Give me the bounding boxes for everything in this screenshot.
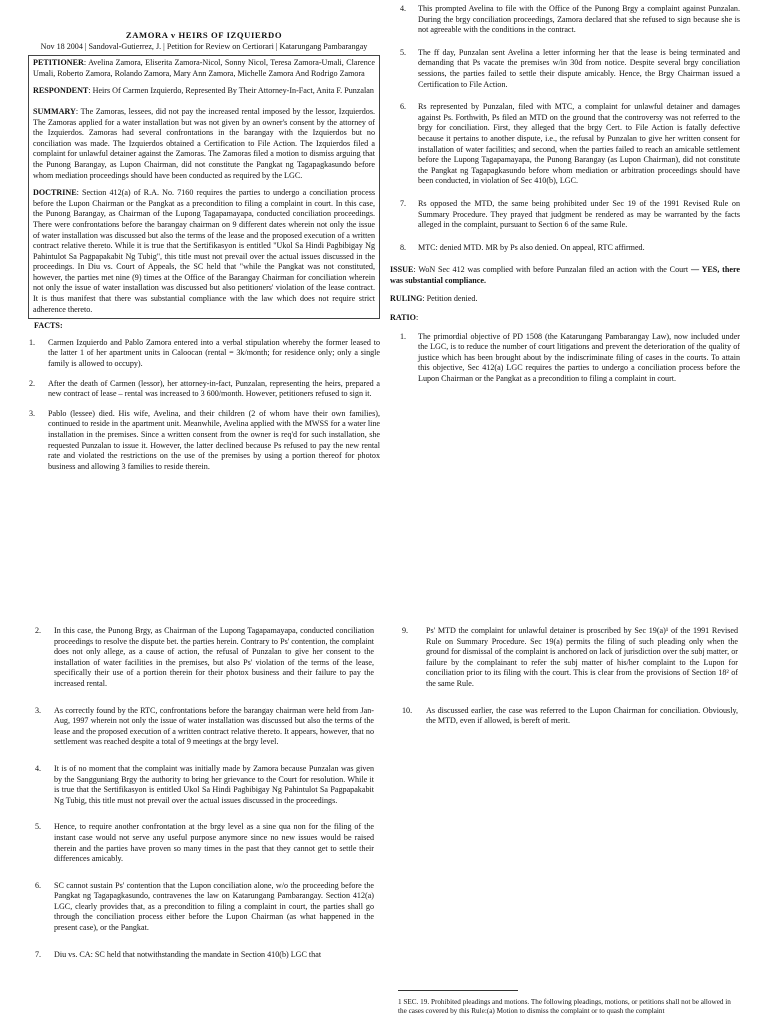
ruling-line: [390, 294, 740, 305]
list-item: 2. After the death of Carmen (lessor), her attorney-in-fact, Punzalan, representing the heirs, prepared a new contract of lease – rental was increased to 3 600/month. However, petitioners refused to sign it.: [29, 378, 380, 399]
list-item: 6. SC cannot sustain Ps' contention that the Lupon conciliation alone, w/o the proceeding before the Pangkat ng Tagapagkasundo, contravenes the law on Katarungang Pambarangay. Section 412(a) LGC, clearly provides that, as a precondition to filing a complaint in court, the parties shall go through the conciliation process either before the Lupon Chairman (as what happened in the present case), or the Pangkat.: [35, 880, 374, 933]
list-item: 4. This prompted Avelina to file with the Office of the Punong Brgy a complaint against Punzalan. During the brgy conciliation proceedings, Zamora declared that she refused to sign because she is not agreeable with the conditions in the contract.: [400, 4, 740, 35]
footnote: 1 SEC. 19. Prohibited pleadings and motions. The following pleadings, motions, or petitions shall not be allowed in the cases covered by this Rule:(a) Motion to dismiss the complaint or to quash the complaint: [398, 998, 731, 1015]
list-item: 7. Rs opposed the MTD, the same being prohibited under Sec 19 of the 1991 Revised Rule on Summary Procedure. They prayed that judgment be rendered as may be warranted by the facts alleged in the complaint, pursuant to Section 6 of the same Rule.: [400, 198, 740, 230]
list-item: 3. Pablo (lessee) died. His wife, Avelina, and their children (2 of whom have their own families), continued to reside in the apartment unit. Meanwhile, Avelina applied with the MWSS for a water line installation in the premises. Since a written consent from the owner is req'd for such installation, she requested Punzalan to issue it. However, the latter declined because Ps refused to pay the new rental rate and violated the restrictions on the use of the premises by using a portion thereof for photox business and allowing 3 families to reside therein.: [29, 408, 380, 471]
petitioner-paragraph: [33, 58, 375, 79]
ratio-heading: RATIO:: [390, 313, 419, 323]
case-subtitle: Nov 18 2004 | Sandoval-Gutierrez, J. | Petition for Review on Certiorari | Katarungang Pambarangay: [40, 41, 368, 51]
case-summary-box: [28, 55, 380, 319]
ratio-list-left: [34, 626, 374, 960]
footnote-divider: [398, 990, 518, 991]
issue-line: [390, 265, 740, 286]
case-title: ZAMORA v HEIRS OF IZQUIERDO: [125, 30, 283, 40]
list-item: 1. Carmen Izquierdo and Pablo Zamora entered into a verbal stipulation whereby the former leased to the latter 1 of her apartment units in Caloocan (rental = 3k/month; for residence only; only a single family is allowed to occupy).: [29, 337, 380, 369]
top-left-column: [28, 4, 380, 481]
doctrine-label: DOCTRINE: [33, 188, 77, 198]
list-item: 9. Ps' MTD the complaint for unlawful detainer is proscribed by Sec 19(a)¹ of the 1991 Revised Rule on Summary Procedure. Sec 19(a) permits the filing of such pleading only when the ground for dismissal of the complaint is anchored on lack of jurisdiction over the subj matter, or failure by the complainant to refer the subj matter of his/her complaint to the Lupon for conciliation prior to its filing with the court. This is clear from the provisions of Section 18² of the same Rule.: [402, 626, 738, 688]
doctrine-text: : Section 412(a) of R.A. No. 7160 requires the parties to undergo a conciliation process before the Lupon Chairman or the Pangkat as a precondition to filing a complaint in court. In this case, the Punong Barangay, as Chairman of the Lupong Tagapamayapa, conducted conciliation proceedings. There were confrontations before the barangay chairman on 9 different dates wherein not only the issue of water installation was discussed but also the terms of the lease and the proposed execution of a written contract relative thereto. While it is true that the Sertifikasyon is entitled "Ukol Sa Hindi Pagbibigay Ng Pahintulot Sa Pagpapakabit Ng Tubig", this title must not prevail over the actual issues discussed in the proceedings. In Diu vs. Court of Appeals, the SC held that "while the Pangkat was not constituted, however, the parties met nine (9) times at the Office of the Barangay Chairman for conciliation wherein not only the issue of water installation was discussed but also petitioners' violation of the lease contract. It is thus manifest that there was substantial compliance with the law which does not require strict adherence thereto.: [33, 188, 375, 314]
list-item: 3. As correctly found by the RTC, confrontations before the barangay chairman were held from Jan-Aug, 1997 wherein not only the issue of water installation was discussed but also the terms of the lease and the proposed execution of a written contract relative thereto. It appears, however, that no settlement was reached despite a total of 9 meetings at the brgy level.: [35, 705, 374, 747]
list-item: 5. Hence, to require another confrontation at the brgy level as a sine qua non for the filing of the instant case would not serve any useful purpose anymore since no new issues would be raised therein and the parties have proven so many times in the past that they cannot get to settle their differences amicably.: [35, 822, 374, 864]
issue-label: ISSUE: [390, 265, 414, 275]
list-item: 7. Diu vs. CA: SC held that notwithstanding the mandate in Section 410(b) LGC that: [35, 949, 322, 959]
list-item: 5. The ff day, Punzalan sent Avelina a letter informing her that the lease is being terminated and demanding that Ps vacate the premises w/in 30d from notice. Despite several brgy conciliation sessions, the parties failed to settle their dispute amicably. Hence, the Brgy Chairman issued a Certification to File Action.: [400, 47, 740, 89]
summary-text: : The Zamoras, lessees, did not pay the increased rental imposed by the lessor, Izquierdos. The Zamoras applied for a water installation but was not given by an owner's consent by the attorney of the Izquierdos. Zamoras had several confrontations in the barangay with the Izquierdos but no conciliation was made. The Izquierdos obtained a Certification to File Action. The Izquierdos filed a complaint for unlawful detainer against the Zamoras. The Zamoras filed a motion to dismiss arguing that the Punong Barangay, as Lupon Chairman, did not constitute the Pangkat ng Tagapagkasundo before whom mediation proceedings should have been conducted as required by the LGC.: [33, 106, 375, 180]
list-item: 10. As discussed earlier, the case was referred to the Lupon Chairman for conciliation. Obviously, the MTD, even if allowed, is bereft of merit.: [402, 705, 738, 726]
list-item: 2. In this case, the Punong Brgy, as Chairman of the Lupong Tagapamayapa, conducted conciliation proceedings to resolve the dispute bet. the parties herein. Contrary to Ps' contention, the complaint does not only allege, as a cause of action, the refusal of Punzalan to give her consent to the installation of water facilities in the premises, but also Ps' violation of the terms of the lease, specifically their use of a portion therein for their photox business and their failure to pay the increased rental.: [35, 626, 374, 688]
list-item: 8. MTC: denied MTD. MR by Ps also denied. On appeal, RTC affirmed.: [400, 242, 645, 252]
petitioner-text: : Avelina Zamora, Eliserita Zamora-Nicol, Sonny Nicol, Teresa Zamora-Umali, Clarence Umali, Roberto Zamora, Rolando Zamora, Mary Ann Zamora, Michelle Zamora And Rodrigo Zamora: [33, 58, 375, 78]
facts-heading: FACTS:: [34, 321, 63, 331]
issue-text: : WoN Sec 412 was complied with before Punzalan filed an action with the Court: [413, 265, 689, 275]
ruling-label: RULING: [390, 294, 423, 304]
bottom-right-column: [398, 626, 738, 743]
respondent-paragraph: [33, 86, 375, 97]
list-item: 4. It is of no moment that the complaint was initially made by Zamora because Punzalan was given by the Sangguniang Brgy the authority to bring her grievance to the Court for resolution. While it is true that the Sertifikasyon is entitled Ukol Sa Hindi Pagbibigay Ng Pahintulot Sa Pagpapakabit Ng Tubig, this title must not prevail over the actual issues discussed in the proceedings.: [35, 763, 374, 805]
issue-answer: — YES, there was substantial compliance.: [390, 265, 740, 285]
facts-list-left: [28, 338, 380, 473]
respondent-label: RESPONDENT: [33, 86, 89, 96]
summary-paragraph: [33, 107, 375, 181]
facts-list-right: [390, 4, 740, 253]
petitioner-label: PETITIONER: [33, 58, 84, 68]
ratio-list-top: [390, 332, 740, 385]
list-item: 1. The primordial objective of PD 1508 (the Katarungang Pambarangay Law), now included under the LGC, is to reduce the number of court litigations and prevent the deterioration of the quality of justice which has been brought about by the indiscriminate filing of cases in the courts. To attain this objective, Sec 412(a) LGC requires the parties to undergo a conciliation process before the Lupon Chairman or the Pangkat as a precondition to filing a complaint in court.: [400, 331, 740, 384]
respondent-text: : Heirs Of Carmen Izquierdo, Represented By Their Attorney-In-Fact, Anita F. Punzalan: [88, 86, 374, 96]
list-item: 6. Rs represented by Punzalan, filed with MTC, a complaint for unlawful detainer and damages against Ps. Forthwith, Ps filed an MTD on the ground that the controversy was not referred to the brgy for conciliation. First, they alleged that the brgy Cert. to File Action is fatally defective because it pertains to another dispute, i.e., the refusal by Punzalan to give her written consent for installation of water facilities; and second, when the parties failed to reach an amicable settlement before the Lupong Tagapamayapa, the Punong Barangay (as Lupon Chairman), did not constitute the Pangkat ng Tagapagkasundo before whom mediation or arbitration proceedings should have been conducted, in violation of Sec 410(b), LGC.: [400, 102, 740, 186]
bottom-left-column: [34, 626, 374, 976]
doctrine-paragraph: [33, 188, 375, 315]
ruling-text: : Petition denied.: [422, 294, 478, 304]
summary-label: SUMMARY: [33, 106, 76, 116]
ratio-list-right: [398, 626, 738, 727]
top-right-column: [390, 4, 740, 397]
